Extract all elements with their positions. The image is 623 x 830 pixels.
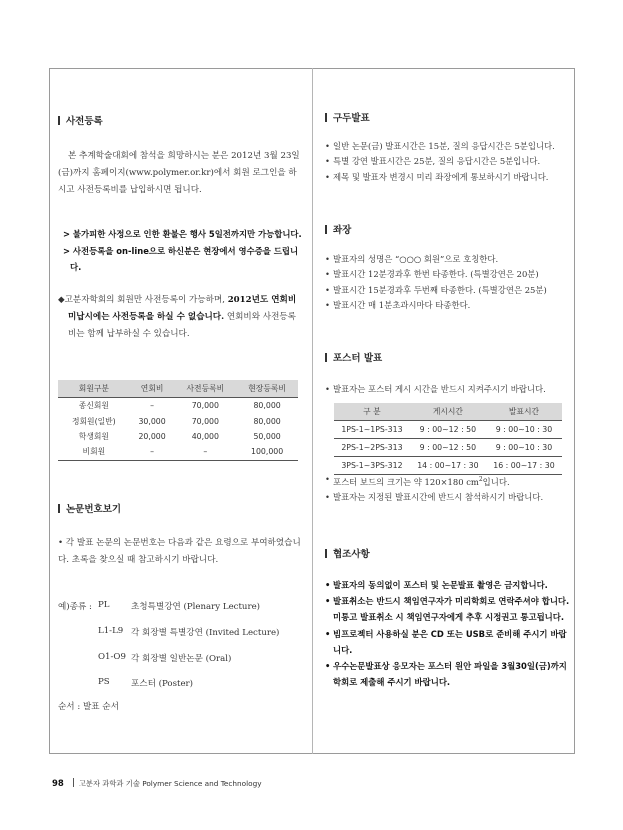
paper-desc: 초청특별강연 (Plenary Lecture) [131,602,261,612]
table-row: 3PS-1~3PS-312 14 : 00~17 : 30 16 : 00~17 : 30 [334,457,562,475]
paper-desc: 각 회장별 일반논문 (Oral) [131,654,232,664]
paper-desc: 각 회장별 특별강연 (Invited Lecture) [131,628,280,638]
list-item: • 빔프로젝터 사용하실 분은 CD 또는 USB로 준비해 주시기 바랍니다. [325,626,573,658]
page-number: 98 [52,779,64,789]
section-title-registration: 사전등록 [58,113,103,127]
list-item: • 우수논문발표상 응모자는 포스터 원안 파일을 3월30일(금)까지 학회로 제출해 주시기 바랍니다. [325,658,573,690]
section-title-oral: 구두발표 [325,110,370,124]
fee-header: 사전등록비 [174,380,236,398]
cooperation-list [325,577,573,690]
page-footer [52,778,262,789]
poster-table [334,403,562,475]
fee-header: 회원구분 [58,380,130,398]
poster-intro: • 발표자는 포스터 게시 시간을 반드시 지켜주시기 바랍니다. [325,382,573,397]
table-row: 종신회원 – 70,000 80,000 [78,401,281,411]
list-item: • 발표시간 15분경과후 두번째 타종한다. (특별강연은 25분) [325,283,573,298]
paper-code: O1-O9 [98,652,126,662]
table-row: 비회원 – – 100,000 [58,444,298,460]
paper-desc: 포스터 (Poster) [131,679,194,689]
poster-header: 발표시간 [486,403,562,421]
table-row: 정회원(일반) 30,000 70,000 80,000 [71,416,281,426]
fee-header: 연회비 [130,380,175,398]
registration-paragraph: 본 추계학술대회에 참석을 희망하시는 분은 2012년 3월 23일(금)까지 홈페이지(www.polymer.or.kr)에서 회원 로그인을 하시고 사전등록비를 납입하시면 됩니다. [58,151,300,195]
paper-code: PL [98,600,110,610]
list-item: • 발표자는 지정된 발표시간에 반드시 참석하시기 바랍니다. [325,490,573,505]
column-divider [312,68,313,754]
note-receipt: > 사전등록을 on-line으로 하신분은 현장에서 영수증을 드립니다. [63,245,299,272]
fee-table [58,380,298,461]
poster-header: 게시시간 [410,403,486,421]
fee-header: 현장등록비 [236,380,298,398]
list-item: • 발표취소는 반드시 책임연구자가 미리학회로 연락주셔야 합니다. 미통고 발표취소 시 책임연구자에게 추후 시정권고 통고됩니다. [325,593,573,625]
member-note: ◆고분자학회의 회원만 사전등록이 가능하며, 2012년도 연회비 미납시에는 사전등록을 하실 수 없습니다. 연회비와 사전등록비는 함께 납부하실 수 있습니다. [58,295,297,339]
table-row: 학생회원 20,000 40,000 50,000 [78,431,281,441]
list-item: • 일반 논문(금) 발표시간은 15분, 질의 응답시간은 5분입니다. [325,139,573,154]
list-item: • 제목 및 발표자 변경시 미리 좌장에게 통보하시기 바랍니다. [325,170,573,185]
paper-order: 순서 : 발표 순서 [58,702,119,712]
journal-name: 고분자 과학과 기술 Polymer Science and Technology [78,779,262,788]
note-refund: > 불가피한 사정으로 인한 환불은 행사 5일전까지만 가능합니다. [63,229,302,239]
list-item: • 포스터 보드의 크기는 약 120×180 $cm^2$입니다. [325,472,573,490]
registration-notes [58,226,303,276]
list-item: • 발표자의 동의없이 포스터 및 논문발표 촬영은 금지합니다. [325,577,573,593]
section-title-poster: 포스터 발표 [325,350,382,364]
list-item: • 발표시간 12분경과후 한번 타종한다. (특별강연은 20분) [325,267,573,282]
paper-code: PS [98,677,110,687]
paper-code: L1-L9 [98,626,124,636]
section-title-cooperation: 협조사항 [325,546,370,560]
poster-notes [325,472,573,506]
list-item: • 발표시간 매 1분초과시마다 타종한다. [325,298,573,313]
chair-list [325,252,573,314]
oral-list [325,139,573,185]
section-title-paper-number: 논문번호보기 [58,501,121,515]
paper-type-prefix: 예)종류 : [58,602,92,612]
paper-number-paragraph: • 각 발표 논문의 논문번호는 다음과 같은 요령으로 부여하였습니다. 초록을 찾으실 때 참고하시기 바랍니다. [58,538,301,565]
section-title-chair: 좌장 [325,222,351,236]
table-row: 1PS-1~1PS-313 9 : 00~12 : 50 9 : 00~10 : 30 [334,421,562,439]
list-item: • 발표자의 성명은 “○○○ 회원”으로 호칭한다. [325,252,573,267]
table-row: 2PS-1~2PS-313 9 : 00~12 : 50 9 : 00~10 : 30 [334,439,562,457]
poster-header: 구 분 [334,403,410,421]
list-item: • 특별 강연 발표시간은 25분, 질의 응답시간은 5분입니다. [325,154,573,169]
